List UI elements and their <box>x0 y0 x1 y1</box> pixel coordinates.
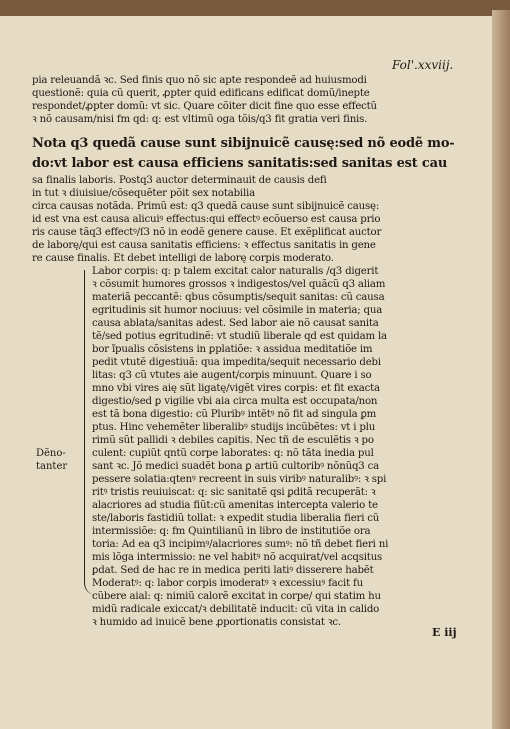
text-line: de laborę/qui est causa sanitatis efficiens: ꝛ effectus sanitatis in gene <box>32 240 376 251</box>
commentary-line: tẽ/sed potius egritudinẽ: vt studiũ liberale qd est quidam la <box>92 331 387 342</box>
folio-number: Fol'.xxviij. <box>392 58 454 72</box>
commentary-line: mno vbi vires aię sũt ligatę/vigẽt vires corpis: et fit exacta <box>92 383 380 394</box>
margin-note-line: tanter <box>36 461 68 472</box>
commentary-line: ste/laboris fastidiũ tollat: ꝛ expedit studia liberalia fieri cũ <box>92 513 380 524</box>
commentary-line: ptus. Hinc vehemẽter liberalibꝰ studijs incũbẽtes: vt i plu <box>92 422 376 433</box>
margin-note <box>36 447 67 473</box>
commentary-line: litas: q3 cũ vtutes aie augent/corpis minuunt. Quare i so <box>92 370 372 381</box>
commentary-line: Labor corpis: q: p talem excitat calor naturalis /q3 digerit <box>92 266 379 277</box>
commentary-line: culent: cupiũt qntũ corpe laborates: q: nõ tãta inedia pul <box>92 448 374 459</box>
text-line: respondet/ꝓpter domũ: vt sic. Quare cõiter dicit fine quo esse effectũ <box>32 101 377 112</box>
text-line: sa finalis laboris. Postq3 auctor determinauit de causis defi <box>32 175 327 186</box>
commentary-line: causa ablata/sanitas adest. Sed labor aie nõ causat sanita <box>92 318 379 329</box>
commentary-line: ꝑdat. Sed de hac re in medica periti latiꝰ disserere habẽt <box>92 565 374 576</box>
commentary-line: ꝛ cõsumit humores grossos ꝛ indigestos/vel quãcũ q3 aliam <box>92 279 386 290</box>
margin-bracket <box>84 270 99 595</box>
commentary-line: materiã peccantẽ: qbus cõsumptis/sequit sanitas: cũ causa <box>92 292 385 303</box>
page-right-edge <box>492 10 510 729</box>
commentary-line: digestio/sed ꝑ vigilie vbi aia circa multa est occupata/non <box>92 396 378 407</box>
commentary-line: pessere solatia:qtenꝰ recreent in suis viribꝰ naturalibꝰ: ꝛ spi <box>92 474 387 485</box>
commentary-line: bor ĩpualis cõsistens in ꝑplatiõe: ꝛ assidua meditatiõe im <box>92 344 373 355</box>
main-text-block <box>32 74 488 629</box>
text-line: in tut ꝛ diuisiue/cõsequẽter põit sex notabilia <box>32 188 255 199</box>
commentary-line: Moderatꝰ: q: labor corpis imoderatꝰ ꝛ excessiuꝰ facit fu <box>92 578 363 589</box>
text-line: ris cause tãq3 effectꝰ/ſ3 nõ in eodẽ genere cause. Et exẽplificat auctor <box>32 227 382 238</box>
section-heading-line: Nota q3 quedã cause sunt sibijnuicẽ causę:sed nõ eodẽ mo- <box>32 136 455 151</box>
text-line: pia releuandã ꝛc. Sed finis quo nõ sic apte respondeẽ ad huiusmodi <box>32 75 367 86</box>
commentary-line: ritꝰ tristis reuiuiscat: q: sic sanitatẽ qsi ꝑditã recuperãt: ꝛ <box>92 487 376 498</box>
commentary-line: egritudinis sit humor nociuus: vel cõsimile in materia; qua <box>92 305 383 316</box>
text-line: re cause finalis. Et debet intelligi de laborę corpis moderato. <box>32 253 334 264</box>
commentary-line: est tã bona digestio: cũ Pluribꝰ intẽtꝰ nõ fit ad singula ꝑm <box>92 409 377 420</box>
commentary-line: ꝛ humido ad inuicẽ bene ꝓportionatis consistat ꝛc. <box>92 617 341 628</box>
commentary-line: toria: Ad ea q3 incipimꝰ/alacriores sumꝰ: nõ tñ debet fieri ni <box>92 539 389 550</box>
commentary-line: mis lõga intermissio: ne vel habitꝰ nõ acquirat/vel acqsitus <box>92 552 383 563</box>
commentary-line: intermissiõe: q: fm Quintilianũ in libro de institutiõe ora <box>92 526 371 537</box>
text-line: questionẽ: quia cũ querit, ꝓpter quid edificans edificat domũ/inepte <box>32 88 370 99</box>
commentary-line: cũbere aial: q: nimiũ calorẽ excitat in corpe/ qui statim hu <box>92 591 381 602</box>
signature-mark: E iij <box>432 626 457 639</box>
margin-note-line: Dẽno- <box>36 448 66 459</box>
section-heading-line: do:vt labor est causa efficiens sanitatis:sed sanitas est cau <box>32 156 448 171</box>
text-line: circa causas notãda. Primũ est: q3 quedã cause sunt sibijnuicẽ causę: <box>32 201 380 212</box>
commentary-line: rimũ sũt pallidi ꝛ debiles capitis. Nec tñ de esculẽtis ꝛ po <box>92 435 374 446</box>
commentary-line: pedit vtutẽ digestiuã: qua impedita/sequit necessario debi <box>92 357 381 368</box>
commentary-line: sant ꝛc. Jõ medici suadẽt bona ꝑ artiũ cultoribꝰ nõnũq3 ca <box>92 461 379 472</box>
text-line: ꝛ nõ causam/nisi fm qd: q: est vltimũ oga tõis/q3 fit gratia veri finis. <box>32 114 368 125</box>
commentary-line: alacriores ad studia fiũt:cũ amenitas intercepta valerio te <box>92 500 378 511</box>
page-top-edge <box>0 0 510 16</box>
text-line: id est vna est causa alicuiꝰ effectus:qui effectꝰ ecõuerso est causa prio <box>32 214 381 225</box>
commentary-line: midũ radicale exiccat/ꝛ debilitatẽ inducit: cũ vita in calido <box>92 604 380 615</box>
